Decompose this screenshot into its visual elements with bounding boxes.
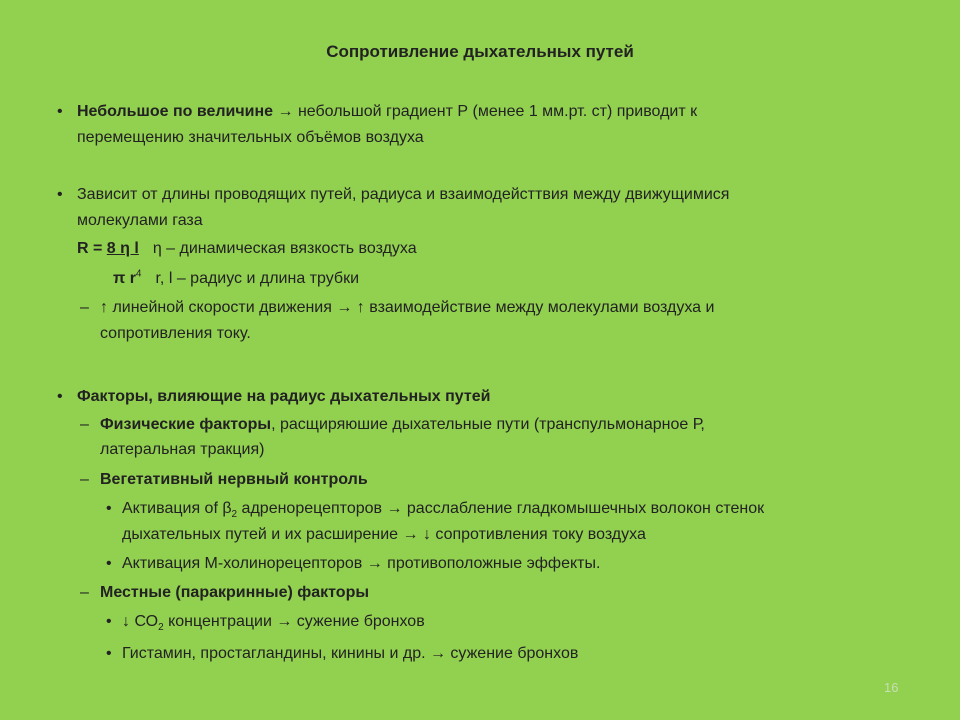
local-item1-b: концентрации → сужение бронхов <box>163 613 425 630</box>
bullet: • <box>106 500 112 517</box>
p1-rest: → небольшой градиент Р (менее 1 мм.рт. ст) приводит к <box>273 103 698 120</box>
formula-denominator-exp: 4 <box>135 268 142 280</box>
p2-sub-line1: ↑ линейной скорости движения → ↑ взаимодействие между молекулами воздуха и <box>100 299 715 316</box>
formula-numerator: 8 η l <box>106 240 139 257</box>
local-item1-a: ↓ СО <box>122 613 159 630</box>
slide-title: Сопротивление дыхательных путей <box>326 42 634 61</box>
formula-denominator-line <box>113 268 359 290</box>
bullet: • <box>106 555 112 572</box>
formula-eta: η – динамическая вязкость воздуха <box>152 240 417 257</box>
formula-numerator-line <box>77 238 417 260</box>
bullet: • <box>57 103 63 120</box>
p2-line2: молекулами газа <box>77 212 203 229</box>
bullet: • <box>106 645 112 662</box>
local-heading: Местные (паракринные) факторы <box>100 584 370 601</box>
veg-item1-b: адренорецепторов → расслабление гладкомышечных волокон стенок <box>237 500 765 517</box>
dash: – <box>80 584 89 601</box>
bullet: • <box>57 388 63 405</box>
bullet: • <box>106 613 112 630</box>
p1-line1 <box>77 101 697 123</box>
local-item1-sub: 2 <box>158 622 164 634</box>
p2-line1: Зависит от длины проводящих путей, радиуса и взаимодейсттвия между движущимися <box>77 186 730 203</box>
formula-denominator: π r <box>113 270 136 287</box>
p1-bold: Небольшое по величине <box>77 103 274 120</box>
veg-item1-line1 <box>122 498 764 520</box>
veg-item1-sub: 2 <box>231 509 238 521</box>
dash: – <box>80 471 89 488</box>
formula-r: R = <box>77 240 107 257</box>
dash: – <box>80 416 89 433</box>
p2-sub-line2: сопротивления току. <box>100 325 251 342</box>
phys-rest: , расщиряюшие дыхательные пути (транспульмонарное Р, <box>271 416 705 433</box>
formula-rl: r, l – радиус и длина трубки <box>155 270 359 287</box>
p1-line2: перемещению значительных объёмов воздуха <box>77 129 424 146</box>
phys-line1 <box>100 414 705 436</box>
dash: – <box>80 299 89 316</box>
veg-item1-a: Активация of β <box>122 500 232 517</box>
local-item1 <box>122 611 425 633</box>
phys-bold: Физические факторы <box>100 416 272 433</box>
bullet: • <box>57 186 63 203</box>
local-item2: Гистамин, простагландины, кинины и др. → сужение бронхов <box>122 645 579 662</box>
page-number: 16 <box>884 680 899 695</box>
veg-item1-line2: дыхательных путей и их расширение → ↓ сопротивления току воздуха <box>122 526 646 543</box>
veg-item2: Активация М-холинорецепторов → противоположные эффекты. <box>122 555 601 572</box>
phys-line2: латеральная тракция) <box>100 441 265 458</box>
veg-heading: Вегетативный нервный контроль <box>100 471 368 488</box>
p3-heading: Факторы, влияющие на радиус дыхательных путей <box>77 388 491 405</box>
